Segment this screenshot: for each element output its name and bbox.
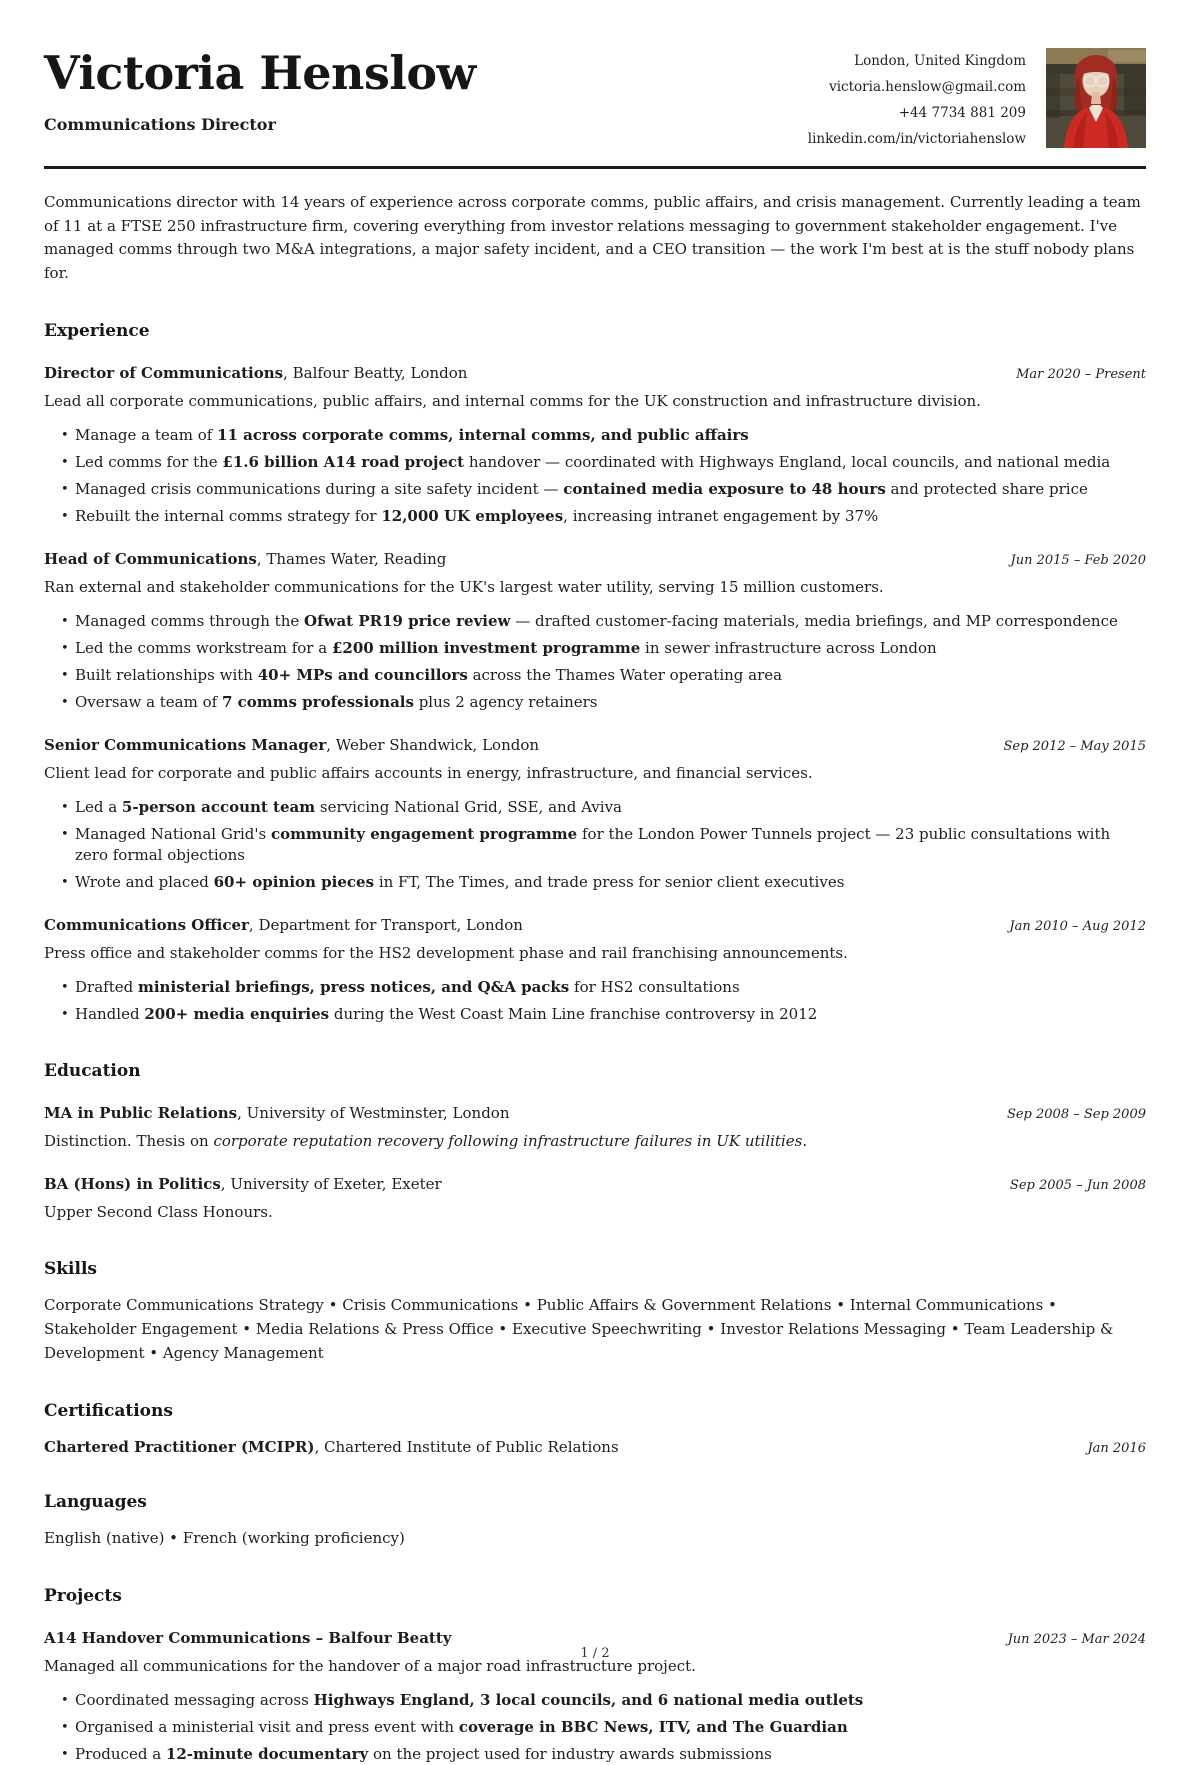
entry-head xyxy=(44,736,1146,754)
entry-dates: Jan 2016 xyxy=(1087,1441,1146,1456)
contact-location: London, United Kingdom xyxy=(854,53,1026,69)
section-heading-certifications: Certifications xyxy=(44,1401,173,1421)
bullet-item: • Led comms for the £1.6 billion A14 road project handover — coordinated with Highways England, local councils, and national media xyxy=(75,452,1146,473)
bullet-item: • Oversaw a team of 7 comms professionals plus 2 agency retainers xyxy=(75,692,1146,713)
contact-block xyxy=(808,48,1026,152)
entry-org: , University of Westminster, London xyxy=(237,1104,510,1122)
bullet-item: • Rebuilt the internal comms strategy for 12,000 UK employees, increasing intranet engagement by 37% xyxy=(75,506,1146,527)
entry-dates: Mar 2020 – Present xyxy=(1016,367,1146,382)
entry-head xyxy=(44,1175,1146,1193)
entry-description: Client lead for corporate and public affairs accounts in energy, infrastructure, and financial services. xyxy=(44,764,813,782)
resume-header xyxy=(44,40,1146,152)
entry-role: Director of Communications xyxy=(44,364,284,382)
bullet-item: • Led a 5-person account team servicing National Grid, SSE, and Aviva xyxy=(75,797,1146,818)
certification-entry xyxy=(44,1438,1146,1456)
entry-title xyxy=(44,364,467,382)
experience-entry xyxy=(44,550,1146,713)
person-name: Victoria Henslow xyxy=(44,46,476,100)
bullet-item: • Managed crisis communications during a site safety incident — contained media exposure to 48 hours and protected share price xyxy=(75,479,1146,500)
project-name: A14 Handover Communications – Balfour Beatty xyxy=(44,1629,452,1647)
entry-dates: Jun 2023 – Mar 2024 xyxy=(1007,1632,1146,1647)
bullet-list xyxy=(44,425,1146,527)
entry-org: , Balfour Beatty, London xyxy=(283,364,468,382)
education-entry xyxy=(44,1104,1146,1152)
section-heading-languages: Languages xyxy=(44,1492,147,1512)
section-heading-education: Education xyxy=(44,1061,141,1081)
certification-name: Chartered Practitioner (MCIPR) xyxy=(44,1438,315,1456)
entry-dates: Sep 2005 – Jun 2008 xyxy=(1009,1178,1146,1193)
certification-org: , Chartered Institute of Public Relations xyxy=(314,1438,619,1456)
education-entry xyxy=(44,1175,1146,1223)
entry-head xyxy=(44,1629,1146,1647)
header-divider xyxy=(44,166,1146,169)
entry-dates: Jan 2010 – Aug 2012 xyxy=(1009,919,1146,934)
entry-title xyxy=(44,1175,442,1193)
entry-role: Head of Communications xyxy=(44,550,257,568)
experience-entry xyxy=(44,916,1146,1025)
entry-role: Senior Communications Manager xyxy=(44,736,327,754)
entry-org: , University of Exeter, Exeter xyxy=(220,1175,442,1193)
section-heading-experience: Experience xyxy=(44,321,150,341)
section-heading-projects: Projects xyxy=(44,1586,122,1606)
bullet-list xyxy=(44,977,1146,1025)
bullet-list xyxy=(44,797,1146,893)
entry-head xyxy=(44,916,1146,934)
bullet-item: • Coordinated messaging across Highways England, 3 local councils, and 6 national media outlets xyxy=(75,1690,1146,1711)
bullet-item: • Produced a 12-minute documentary on the project used for industry awards submissions xyxy=(75,1744,1146,1765)
entry-org: , Thames Water, Reading xyxy=(256,550,447,568)
entry-dates: Jun 2015 – Feb 2020 xyxy=(1010,553,1146,568)
entry-title xyxy=(44,550,446,568)
contact-linkedin: linkedin.com/in/victoriahenslow xyxy=(807,131,1026,147)
entry-head xyxy=(44,364,1146,382)
bullet-list xyxy=(44,611,1146,713)
profile-photo-illustration xyxy=(1046,48,1146,148)
bullet-item: • Handled 200+ media enquiries during the West Coast Main Line franchise controversy in 2012 xyxy=(75,1004,1146,1025)
entry-title xyxy=(44,1438,619,1456)
header-contact-area xyxy=(808,40,1146,152)
bullet-item: • Organised a ministerial visit and press event with coverage in BBC News, ITV, and The Guardian xyxy=(75,1717,1146,1738)
bullet-item: • Manage a team of 11 across corporate comms, internal comms, and public affairs xyxy=(75,425,1146,446)
entry-title xyxy=(44,1104,509,1122)
entry-dates: Sep 2012 – May 2015 xyxy=(1003,739,1146,754)
entry-detail: Upper Second Class Honours. xyxy=(44,1203,273,1221)
languages-list: English (native) • French (working proficiency) xyxy=(44,1529,405,1547)
entry-title xyxy=(44,736,539,754)
bullet-item: • Managed comms through the Ofwat PR19 price review — drafted customer-facing materials, media briefings, and MP correspondence xyxy=(75,611,1146,632)
entry-head xyxy=(44,1104,1146,1122)
contact-email: victoria.henslow@gmail.com xyxy=(829,79,1026,95)
section-heading-skills: Skills xyxy=(44,1259,98,1279)
entry-description: Managed all communications for the handover of a major road infrastructure project. xyxy=(44,1657,696,1675)
entry-description: Press office and stakeholder comms for the HS2 development phase and rail franchising announcements. xyxy=(44,944,848,962)
entry-org: , Department for Transport, London xyxy=(248,916,523,934)
skills-list: Corporate Communications Strategy • Crisis Communications • Public Affairs & Government Relations • Internal Communications • Stakeholder Engagement • Media Relations & Press Office • Executive Speechwriting • Investor Relations Messaging • Team Leadership & Development • Agency Management xyxy=(44,1296,1114,1362)
profile-photo xyxy=(1046,48,1146,148)
page-number: 1 / 2 xyxy=(580,1646,610,1661)
bullet-item: • Wrote and placed 60+ opinion pieces in FT, The Times, and trade press for senior client executives xyxy=(75,872,1146,893)
entry-description: Ran external and stakeholder communications for the UK's largest water utility, serving 15 million customers. xyxy=(44,578,884,596)
entry-degree: MA in Public Relations xyxy=(44,1104,238,1122)
entry-title xyxy=(44,916,523,934)
entry-description: Lead all corporate communications, public affairs, and internal comms for the UK construction and infrastructure division. xyxy=(44,392,981,410)
bullet-item: • Led the comms workstream for a £200 million investment programme in sewer infrastructure across London xyxy=(75,638,1146,659)
summary-text: Communications director with 14 years of experience across corporate comms, public affairs, and crisis management. Currently leading a team of 11 at a FTSE 250 infrastructure firm, covering everything from investor relations messaging to government stakeholder engagement. I've managed comms through two M&A integrations, a major safety incident, and a CEO transition — the work I'm best at is the stuff nobody plans for. xyxy=(44,193,1141,282)
bullet-item: • Built relationships with 40+ MPs and councillors across the Thames Water operating area xyxy=(75,665,1146,686)
bullet-item: • Drafted ministerial briefings, press notices, and Q&A packs for HS2 consultations xyxy=(75,977,1146,998)
entry-detail: Distinction. Thesis on corporate reputation recovery following infrastructure failures in UK utilities. xyxy=(44,1132,808,1150)
entry-title xyxy=(44,1629,451,1647)
person-job-title: Communications Director xyxy=(44,114,276,134)
header-identity xyxy=(44,40,476,134)
entry-head xyxy=(44,550,1146,568)
entry-degree: BA (Hons) in Politics xyxy=(44,1175,221,1193)
experience-entry xyxy=(44,364,1146,527)
bullet-list xyxy=(44,1690,1146,1765)
entry-role: Communications Officer xyxy=(44,916,249,934)
experience-entry xyxy=(44,736,1146,893)
contact-phone: +44 7734 881 209 xyxy=(898,105,1026,121)
bullet-item: • Managed National Grid's community engagement programme for the London Power Tunnels project — 23 public consultations with zero formal objections xyxy=(75,824,1146,866)
entry-dates: Sep 2008 – Sep 2009 xyxy=(1006,1107,1146,1122)
entry-head xyxy=(44,1438,1146,1456)
entry-org: , Weber Shandwick, London xyxy=(326,736,540,754)
